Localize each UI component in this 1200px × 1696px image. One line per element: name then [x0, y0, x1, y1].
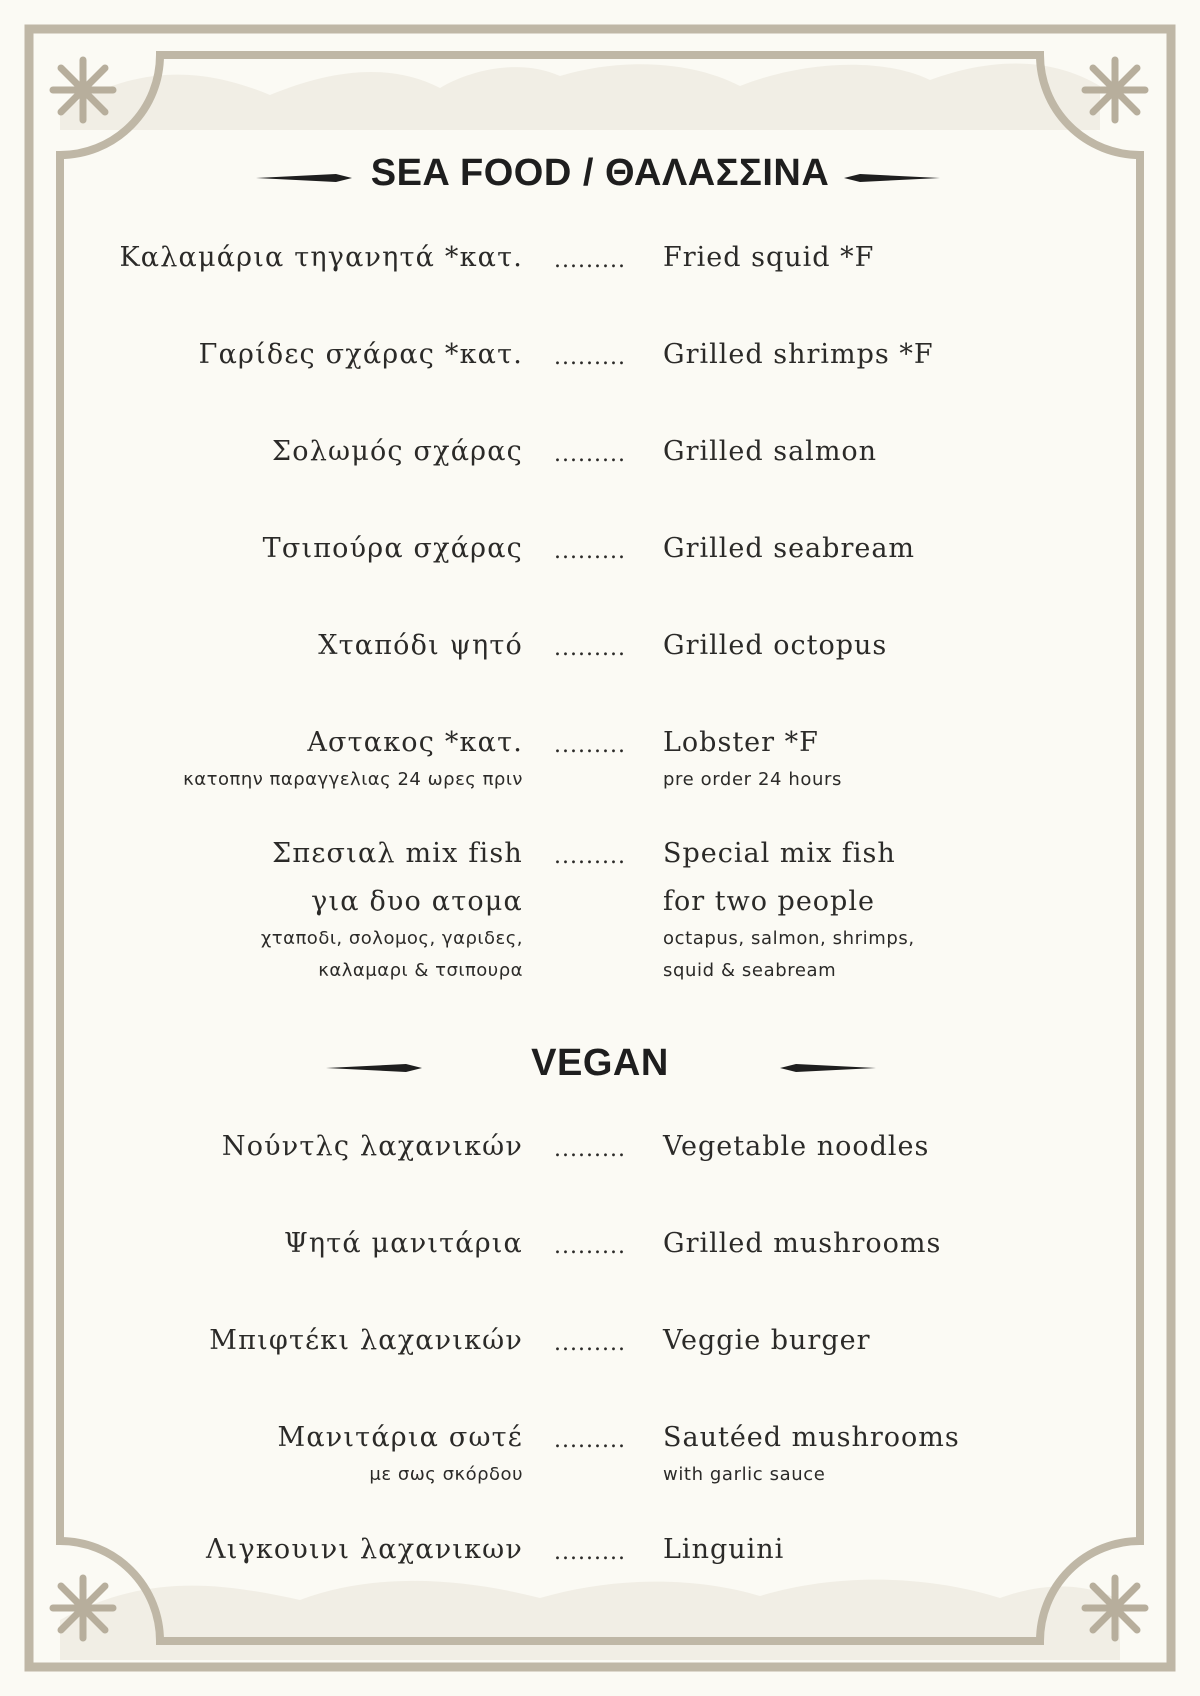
item-greek-name: Νούντλς λαχανικών: [221, 1131, 523, 1162]
item-english-name: Grilled salmon: [663, 436, 878, 467]
section-title-seafood: SEA FOOD / ΘΑΛΑΣΣΙΝΑ: [370, 152, 830, 194]
title-rule-right: [780, 1060, 876, 1076]
dot-leader: .........: [554, 1540, 626, 1565]
dot-leader: .........: [554, 248, 626, 273]
item-english-note: octapus, salmon, shrimps,: [663, 928, 915, 949]
asterisk-ornament-icon: [1077, 52, 1153, 128]
item-greek-name: Ψητά μανιτάρια: [283, 1228, 523, 1259]
item-english-name-line2: for two people: [663, 886, 875, 917]
dot-leader: .........: [554, 1428, 626, 1453]
dot-leader: .........: [554, 1234, 626, 1259]
dot-leader: .........: [554, 636, 626, 661]
dot-leader: .........: [554, 539, 626, 564]
mountain-silhouette-bottom: [60, 1580, 1120, 1660]
item-english-name: Grilled octopus: [663, 630, 888, 661]
item-greek-note: κατοπην παραγγελιας 24 ωρες πριν: [183, 769, 523, 790]
item-greek-name: Μανιτάρια σωτέ: [277, 1422, 523, 1453]
item-greek-name: Χταπόδι ψητό: [318, 630, 523, 661]
dot-leader: .........: [554, 844, 626, 869]
item-greek-name: Σπεσιαλ mix fish: [272, 838, 523, 869]
dot-leader: .........: [554, 1137, 626, 1162]
asterisk-ornament-icon: [1077, 1570, 1153, 1646]
item-greek-name: Καλαμάρια τηγανητά *κατ.: [119, 242, 523, 273]
item-english-name: Veggie burger: [663, 1325, 871, 1356]
item-english-name: Sautéed mushrooms: [663, 1422, 960, 1453]
item-english-name: Linguini: [663, 1534, 785, 1565]
item-greek-name-line2: για δυο ατομα: [311, 886, 523, 917]
title-rule-right: [844, 170, 940, 186]
asterisk-ornament-icon: [45, 1570, 121, 1646]
item-english-name: Vegetable noodles: [663, 1131, 930, 1162]
item-english-note: with garlic sauce: [663, 1464, 826, 1485]
item-greek-note: χταποδι, σολομος, γαριδες,: [260, 928, 523, 949]
dot-leader: .........: [554, 345, 626, 370]
item-greek-name: Σολωμός σχάρας: [271, 436, 523, 467]
dot-leader: .........: [554, 442, 626, 467]
item-greek-note-line2: καλαμαρι & τσιπουρα: [318, 960, 523, 981]
item-greek-note: με σως σκόρδου: [369, 1464, 523, 1485]
item-english-note: pre order 24 hours: [663, 769, 842, 790]
asterisk-ornament-icon: [45, 52, 121, 128]
dot-leader: .........: [554, 1331, 626, 1356]
item-english-name: Grilled seabream: [663, 533, 916, 564]
item-english-name: Fried squid *F: [663, 242, 875, 273]
item-greek-name: Αστακος *κατ.: [307, 727, 523, 758]
item-english-name: Lobster *F: [663, 727, 819, 758]
item-greek-name: Γαρίδες σχάρας *κατ.: [198, 339, 523, 370]
item-english-name: Special mix fish: [663, 838, 896, 869]
item-greek-name: Μπιφτέκι λαχανικών: [209, 1325, 523, 1356]
mountain-silhouette-top: [60, 63, 1100, 130]
item-english-name: Grilled mushrooms: [663, 1228, 942, 1259]
dot-leader: .........: [554, 733, 626, 758]
item-english-note-line2: squid & seabream: [663, 960, 837, 981]
section-title-vegan: VEGAN: [531, 1042, 669, 1084]
item-greek-name: Τσιπούρα σχάρας: [262, 533, 523, 564]
item-english-name: Grilled shrimps *F: [663, 339, 934, 370]
item-greek-name: Λιγκουινι λαχανικων: [206, 1534, 523, 1565]
